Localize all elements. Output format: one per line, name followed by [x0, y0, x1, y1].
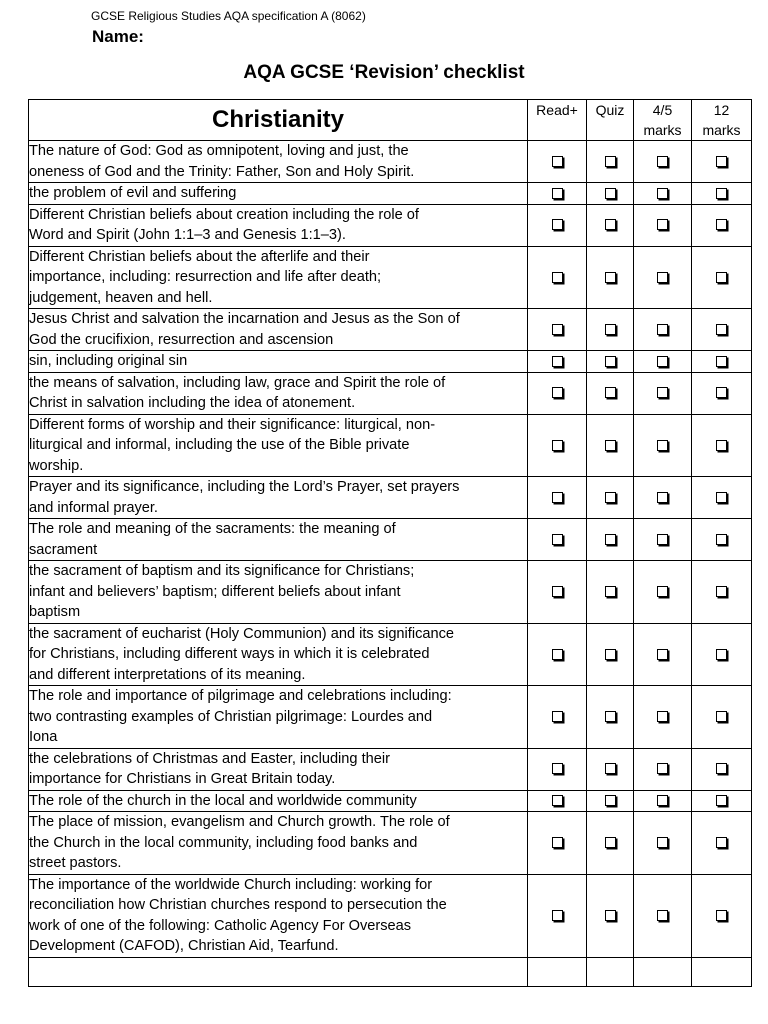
topic-line: Different Christian beliefs about creation including the role of	[29, 206, 419, 223]
12-marks-checkbox[interactable]	[716, 356, 727, 367]
4-5-marks-cell	[634, 790, 692, 812]
12-marks-cell	[692, 874, 752, 957]
read-cell	[528, 183, 587, 205]
topic-line: and informal prayer.	[29, 499, 158, 516]
topic-line: work of one of the following: Catholic Agency For Overseas	[29, 917, 412, 934]
read-checkbox[interactable]	[552, 534, 563, 545]
table-row	[29, 183, 752, 205]
4-5-marks-checkbox[interactable]	[657, 649, 668, 660]
4-5-marks-checkbox[interactable]	[657, 534, 668, 545]
4-5-marks-cell	[634, 141, 692, 183]
empty-row	[29, 957, 752, 986]
topic-line: the problem of evil and suffering	[29, 185, 237, 201]
12-marks-checkbox[interactable]	[716, 219, 727, 230]
12-marks-checkbox[interactable]	[716, 440, 727, 451]
column-header-line: 4/5	[652, 102, 673, 118]
12-marks-checkbox[interactable]	[716, 188, 727, 199]
topic-cell	[29, 351, 528, 373]
read-cell	[528, 414, 587, 477]
12-marks-checkbox[interactable]	[716, 711, 727, 722]
topic-cell	[29, 623, 528, 686]
quiz-cell	[587, 790, 634, 812]
topic-line: the Church in the local community, including food banks and	[29, 834, 418, 851]
4-5-marks-cell	[634, 748, 692, 790]
4-5-marks-checkbox[interactable]	[657, 387, 668, 398]
12-marks-checkbox[interactable]	[716, 837, 727, 848]
topic-line: and different interpretations of its meaning.	[29, 666, 306, 683]
column-header-line: Quiz	[595, 102, 625, 118]
topic-line: the celebrations of Christmas and Easter, including their	[29, 750, 390, 767]
12-marks-checkbox[interactable]	[716, 534, 727, 545]
read-cell	[528, 748, 587, 790]
table-row	[29, 372, 752, 414]
quiz-checkbox[interactable]	[605, 219, 616, 230]
quiz-checkbox[interactable]	[605, 586, 616, 597]
quiz-cell	[587, 246, 634, 309]
4-5-marks-checkbox[interactable]	[657, 324, 668, 335]
topic-line: God the crucifixion, resurrection and ascension	[29, 331, 334, 348]
table-row	[29, 414, 752, 477]
4-5-marks-checkbox[interactable]	[657, 910, 668, 921]
4-5-marks-cell	[634, 204, 692, 246]
read-checkbox[interactable]	[552, 586, 563, 597]
12-marks-cell	[692, 246, 752, 309]
4-5-marks-cell	[634, 477, 692, 519]
revision-checklist-table	[28, 99, 752, 987]
topic-line: oneness of God and the Trinity: Father, Son and Holy Spirit.	[29, 163, 415, 180]
page-title: AQA GCSE ‘Revision’ checklist	[243, 62, 525, 83]
read-checkbox[interactable]	[552, 272, 563, 283]
4-5-marks-cell	[634, 519, 692, 561]
topic-line: sacrament	[29, 541, 98, 558]
read-cell	[528, 561, 587, 624]
topic-cell	[29, 183, 528, 205]
column-header-line: Read+	[536, 102, 578, 118]
topic-line: worship.	[29, 457, 84, 474]
topic-line: Christ in salvation including the idea of atonement.	[29, 395, 356, 411]
12-marks-cell	[692, 623, 752, 686]
table-row	[29, 246, 752, 309]
quiz-cell	[587, 623, 634, 686]
read-checkbox[interactable]	[552, 910, 563, 921]
topic-cell	[29, 246, 528, 309]
4-5-marks-cell	[634, 623, 692, 686]
quiz-checkbox[interactable]	[605, 910, 616, 921]
12-marks-cell	[692, 748, 752, 790]
read-checkbox[interactable]	[552, 156, 563, 167]
12-marks-checkbox[interactable]	[716, 387, 727, 398]
read-checkbox[interactable]	[552, 649, 563, 660]
quiz-cell	[587, 309, 634, 351]
quiz-cell	[587, 686, 634, 749]
4-5-marks-cell	[634, 874, 692, 957]
empty-cell	[528, 957, 587, 986]
empty-cell	[29, 957, 528, 986]
topic-cell	[29, 812, 528, 875]
topic-line: The role of the church in the local and worldwide community	[29, 792, 417, 809]
table-row	[29, 748, 752, 790]
read-checkbox[interactable]	[552, 795, 563, 806]
topic-line: the sacrament of baptism and its significance for Christians;	[29, 563, 415, 579]
12-marks-cell	[692, 812, 752, 875]
12-marks-cell	[692, 790, 752, 812]
12-marks-cell	[692, 477, 752, 519]
topic-cell	[29, 372, 528, 414]
read-cell	[528, 623, 587, 686]
table-row	[29, 686, 752, 749]
quiz-cell	[587, 372, 634, 414]
quiz-cell	[587, 477, 634, 519]
4-5-marks-cell	[634, 246, 692, 309]
12-marks-cell	[692, 372, 752, 414]
column-header-line: marks	[702, 122, 741, 138]
column-header-4-5-marks	[634, 100, 692, 141]
empty-cell	[634, 957, 692, 986]
topic-line: Different forms of worship and their significance: liturgical, non-	[29, 416, 436, 433]
topic-line: The importance of the worldwide Church including: working for	[29, 876, 433, 893]
column-header-line: marks	[643, 122, 682, 138]
topic-line: Development (CAFOD), Christian Aid, Tearfund.	[29, 938, 339, 954]
topic-cell	[29, 477, 528, 519]
topic-line: The role and importance of pilgrimage and celebrations including:	[29, 688, 452, 704]
read-cell	[528, 372, 587, 414]
quiz-checkbox[interactable]	[605, 795, 616, 806]
12-marks-cell	[692, 686, 752, 749]
topic-line: the sacrament of eucharist (Holy Communion) and its significance	[29, 625, 455, 642]
read-checkbox[interactable]	[552, 492, 563, 503]
quiz-cell	[587, 874, 634, 957]
4-5-marks-checkbox[interactable]	[657, 272, 668, 283]
read-cell	[528, 686, 587, 749]
table-row	[29, 812, 752, 875]
topic-line: The nature of God: God as omnipotent, loving and just, the	[29, 143, 409, 159]
section-title: Christianity	[29, 100, 528, 141]
column-header-read	[528, 100, 587, 141]
quiz-checkbox[interactable]	[605, 440, 616, 451]
table-row	[29, 874, 752, 957]
topic-line: reconciliation how Christian churches respond to persecution the	[29, 897, 447, 913]
quiz-checkbox[interactable]	[605, 387, 616, 398]
topic-line: The place of mission, evangelism and Church growth. The role of	[29, 814, 450, 830]
4-5-marks-checkbox[interactable]	[657, 795, 668, 806]
read-cell	[528, 351, 587, 373]
read-cell	[528, 790, 587, 812]
topic-cell	[29, 519, 528, 561]
12-marks-cell	[692, 141, 752, 183]
12-marks-checkbox[interactable]	[716, 156, 727, 167]
table-row	[29, 351, 752, 373]
topic-cell	[29, 561, 528, 624]
quiz-checkbox[interactable]	[605, 711, 616, 722]
topic-cell	[29, 414, 528, 477]
quiz-checkbox[interactable]	[605, 324, 616, 335]
12-marks-cell	[692, 183, 752, 205]
read-checkbox[interactable]	[552, 219, 563, 230]
table-header-row	[29, 100, 752, 141]
12-marks-checkbox[interactable]	[716, 910, 727, 921]
4-5-marks-cell	[634, 372, 692, 414]
topic-cell	[29, 141, 528, 183]
quiz-checkbox[interactable]	[605, 356, 616, 367]
quiz-checkbox[interactable]	[605, 156, 616, 167]
12-marks-cell	[692, 204, 752, 246]
table-row	[29, 309, 752, 351]
topic-line: Word and Spirit (John 1:1–3 and Genesis 1:1–3).	[29, 227, 346, 243]
read-checkbox[interactable]	[552, 356, 563, 367]
12-marks-cell	[692, 561, 752, 624]
4-5-marks-checkbox[interactable]	[657, 586, 668, 597]
quiz-checkbox[interactable]	[605, 534, 616, 545]
quiz-cell	[587, 141, 634, 183]
read-cell	[528, 519, 587, 561]
4-5-marks-checkbox[interactable]	[657, 219, 668, 230]
4-5-marks-checkbox[interactable]	[657, 156, 668, 167]
12-marks-checkbox[interactable]	[716, 492, 727, 503]
table-row	[29, 561, 752, 624]
read-checkbox[interactable]	[552, 387, 563, 398]
4-5-marks-cell	[634, 812, 692, 875]
quiz-cell	[587, 812, 634, 875]
topic-line: infant and believers’ baptism; different beliefs about infant	[29, 583, 401, 600]
topic-cell	[29, 686, 528, 749]
12-marks-cell	[692, 414, 752, 477]
4-5-marks-checkbox[interactable]	[657, 188, 668, 199]
topic-cell	[29, 874, 528, 957]
topic-line: Different Christian beliefs about the afterlife and their	[29, 248, 370, 265]
quiz-cell	[587, 748, 634, 790]
read-checkbox[interactable]	[552, 837, 563, 848]
quiz-checkbox[interactable]	[605, 837, 616, 848]
4-5-marks-cell	[634, 561, 692, 624]
table-row	[29, 141, 752, 183]
quiz-cell	[587, 561, 634, 624]
topic-line: sin, including original sin	[29, 353, 188, 369]
read-cell	[528, 477, 587, 519]
read-checkbox[interactable]	[552, 763, 563, 774]
empty-cell	[692, 957, 752, 986]
12-marks-cell	[692, 309, 752, 351]
quiz-checkbox[interactable]	[605, 763, 616, 774]
quiz-checkbox[interactable]	[605, 492, 616, 503]
topic-cell	[29, 309, 528, 351]
quiz-checkbox[interactable]	[605, 188, 616, 199]
topic-line: street pastors.	[29, 855, 122, 871]
name-label: Name:	[92, 27, 144, 46]
read-cell	[528, 141, 587, 183]
12-marks-checkbox[interactable]	[716, 795, 727, 806]
read-cell	[528, 874, 587, 957]
read-cell	[528, 246, 587, 309]
12-marks-checkbox[interactable]	[716, 324, 727, 335]
topic-line: the means of salvation, including law, grace and Spirit the role of	[29, 374, 446, 391]
12-marks-checkbox[interactable]	[716, 272, 727, 283]
quiz-checkbox[interactable]	[605, 649, 616, 660]
4-5-marks-checkbox[interactable]	[657, 440, 668, 451]
4-5-marks-checkbox[interactable]	[657, 492, 668, 503]
read-checkbox[interactable]	[552, 440, 563, 451]
column-header-line: 12	[713, 102, 730, 118]
table-row	[29, 477, 752, 519]
quiz-cell	[587, 204, 634, 246]
4-5-marks-cell	[634, 414, 692, 477]
4-5-marks-checkbox[interactable]	[657, 356, 668, 367]
topic-cell	[29, 790, 528, 812]
4-5-marks-checkbox[interactable]	[657, 711, 668, 722]
4-5-marks-checkbox[interactable]	[657, 837, 668, 848]
table-row	[29, 790, 752, 812]
table-row	[29, 519, 752, 561]
quiz-cell	[587, 414, 634, 477]
4-5-marks-cell	[634, 309, 692, 351]
quiz-cell	[587, 183, 634, 205]
read-cell	[528, 812, 587, 875]
read-checkbox[interactable]	[552, 188, 563, 199]
4-5-marks-cell	[634, 351, 692, 373]
column-header-12-marks	[692, 100, 752, 141]
quiz-checkbox[interactable]	[605, 272, 616, 283]
topic-cell	[29, 204, 528, 246]
topic-line: Prayer and its significance, including the Lord’s Prayer, set prayers	[29, 479, 460, 495]
topic-rows	[29, 141, 752, 987]
topic-line: Jesus Christ and salvation the incarnation and Jesus as the Son of	[29, 311, 460, 327]
column-header-quiz	[587, 100, 634, 141]
table-row	[29, 204, 752, 246]
topic-line: Iona	[29, 729, 58, 745]
4-5-marks-cell	[634, 686, 692, 749]
read-checkbox[interactable]	[552, 711, 563, 722]
read-cell	[528, 204, 587, 246]
topic-line: for Christians, including different ways in which it is celebrated	[29, 646, 430, 662]
4-5-marks-cell	[634, 183, 692, 205]
empty-cell	[587, 957, 634, 986]
topic-line: importance for Christians in Great Britain today.	[29, 771, 336, 787]
topic-line: judgement, heaven and hell.	[29, 289, 213, 306]
topic-line: two contrasting examples of Christian pilgrimage: Lourdes and	[29, 708, 433, 725]
quiz-cell	[587, 519, 634, 561]
quiz-cell	[587, 351, 634, 373]
4-5-marks-checkbox[interactable]	[657, 763, 668, 774]
12-marks-checkbox[interactable]	[716, 763, 727, 774]
12-marks-cell	[692, 351, 752, 373]
12-marks-checkbox[interactable]	[716, 649, 727, 660]
topic-line: baptism	[29, 604, 81, 620]
topic-cell	[29, 748, 528, 790]
12-marks-cell	[692, 519, 752, 561]
topic-line: liturgical and informal, including the use of the Bible private	[29, 437, 410, 453]
table-row	[29, 623, 752, 686]
read-cell	[528, 309, 587, 351]
topic-line: importance, including: resurrection and life after death;	[29, 269, 382, 285]
read-checkbox[interactable]	[552, 324, 563, 335]
topic-line: The role and meaning of the sacraments: the meaning of	[29, 521, 396, 537]
12-marks-checkbox[interactable]	[716, 586, 727, 597]
spec-heading: GCSE Religious Studies AQA specification A (8062)	[91, 9, 366, 23]
